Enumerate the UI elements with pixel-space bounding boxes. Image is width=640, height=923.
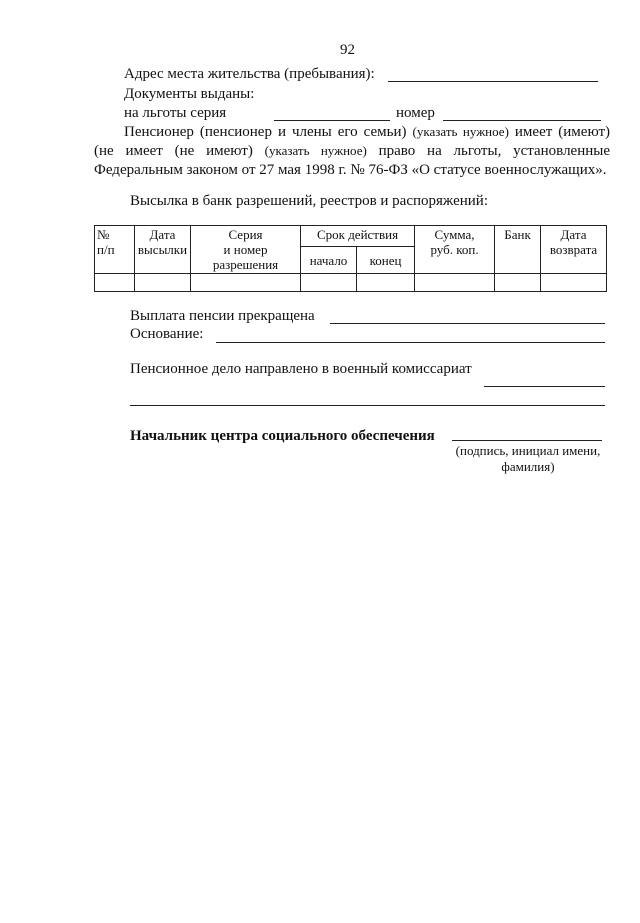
law-line: Федеральным законом от 27 мая 1998 г. № 76-ФЗ «О статусе военнослужащих». bbox=[94, 162, 607, 178]
bank-table bbox=[94, 225, 607, 292]
header-num bbox=[95, 226, 135, 274]
header-bank: Банк bbox=[495, 226, 541, 274]
header-series bbox=[191, 226, 301, 274]
cell-empty[interactable] bbox=[191, 274, 301, 292]
number-label: номер bbox=[396, 105, 435, 121]
header-num-line2: п/п bbox=[97, 242, 115, 257]
header-date bbox=[135, 226, 191, 274]
header-sum-line2: руб. коп. bbox=[430, 242, 479, 257]
header-series-line1: Серия bbox=[228, 227, 263, 242]
signature-hint-line2: фамилия) bbox=[501, 459, 555, 474]
header-series-line2: и номер bbox=[223, 242, 268, 257]
pension-stopped-label: Выплата пенсии прекращена bbox=[130, 308, 315, 324]
cell-empty[interactable] bbox=[357, 274, 415, 292]
header-sum bbox=[415, 226, 495, 274]
case-sent-field[interactable] bbox=[484, 386, 605, 387]
header-return-line2: возврата bbox=[549, 242, 598, 257]
cell-empty[interactable] bbox=[135, 274, 191, 292]
not-have-text: (не имеет (не имеют) bbox=[94, 143, 253, 159]
header-start: начало bbox=[301, 247, 357, 274]
series-field[interactable] bbox=[274, 120, 390, 121]
table-row bbox=[95, 274, 607, 292]
header-sum-line1: Сумма, bbox=[434, 227, 475, 242]
basis-field[interactable] bbox=[216, 342, 605, 343]
header-return-line1: Дата bbox=[560, 227, 587, 242]
header-num-line1: № bbox=[97, 227, 110, 242]
address-label: Адрес места жительства (пребывания): bbox=[124, 66, 375, 82]
header-date-line1: Дата bbox=[149, 227, 176, 242]
pension-stopped-field[interactable] bbox=[330, 323, 605, 324]
benefits-series-label: на льготы серия bbox=[124, 105, 227, 121]
pensioner-line bbox=[124, 124, 610, 141]
signature-hint-line1: (подпись, инициал имени, bbox=[455, 443, 601, 458]
not-have-hint: (указать нужное) bbox=[264, 143, 367, 158]
right-to-benefits: право на льготы, установленные bbox=[378, 143, 611, 159]
header-end: конец bbox=[357, 247, 415, 274]
basis-label: Основание: bbox=[130, 326, 204, 342]
cell-empty[interactable] bbox=[415, 274, 495, 292]
cell-empty[interactable] bbox=[301, 274, 357, 292]
address-field[interactable] bbox=[388, 81, 598, 82]
header-date-line2: высылки bbox=[137, 242, 188, 257]
bank-label: Высылка в банк разрешений, реестров и распоряжений: bbox=[130, 193, 489, 209]
documents-label: Документы выданы: bbox=[124, 86, 255, 102]
not-have-line bbox=[94, 143, 610, 160]
page-number: 92 bbox=[340, 42, 355, 58]
header-series-line3: разрешения bbox=[212, 257, 279, 272]
pensioner-hint: (указать нужное) bbox=[412, 124, 509, 139]
chief-label: Начальник центра социального обеспечения bbox=[130, 428, 435, 444]
table-header-row bbox=[95, 226, 607, 247]
cell-empty[interactable] bbox=[95, 274, 135, 292]
signature-hint bbox=[452, 443, 604, 475]
cell-empty[interactable] bbox=[495, 274, 541, 292]
pensioner-text: Пенсионер (пенсионер и члены его семьи) bbox=[124, 124, 407, 140]
header-validity: Срок действия bbox=[301, 226, 415, 247]
cell-empty[interactable] bbox=[541, 274, 607, 292]
case-sent-label: Пенсионное дело направлено в военный комиссариат bbox=[130, 361, 472, 377]
pensioner-has: имеет (имеют) bbox=[514, 124, 611, 140]
header-return bbox=[541, 226, 607, 274]
signature-field[interactable] bbox=[452, 440, 602, 441]
number-field[interactable] bbox=[443, 120, 601, 121]
case-sent-field-2[interactable] bbox=[130, 405, 605, 406]
